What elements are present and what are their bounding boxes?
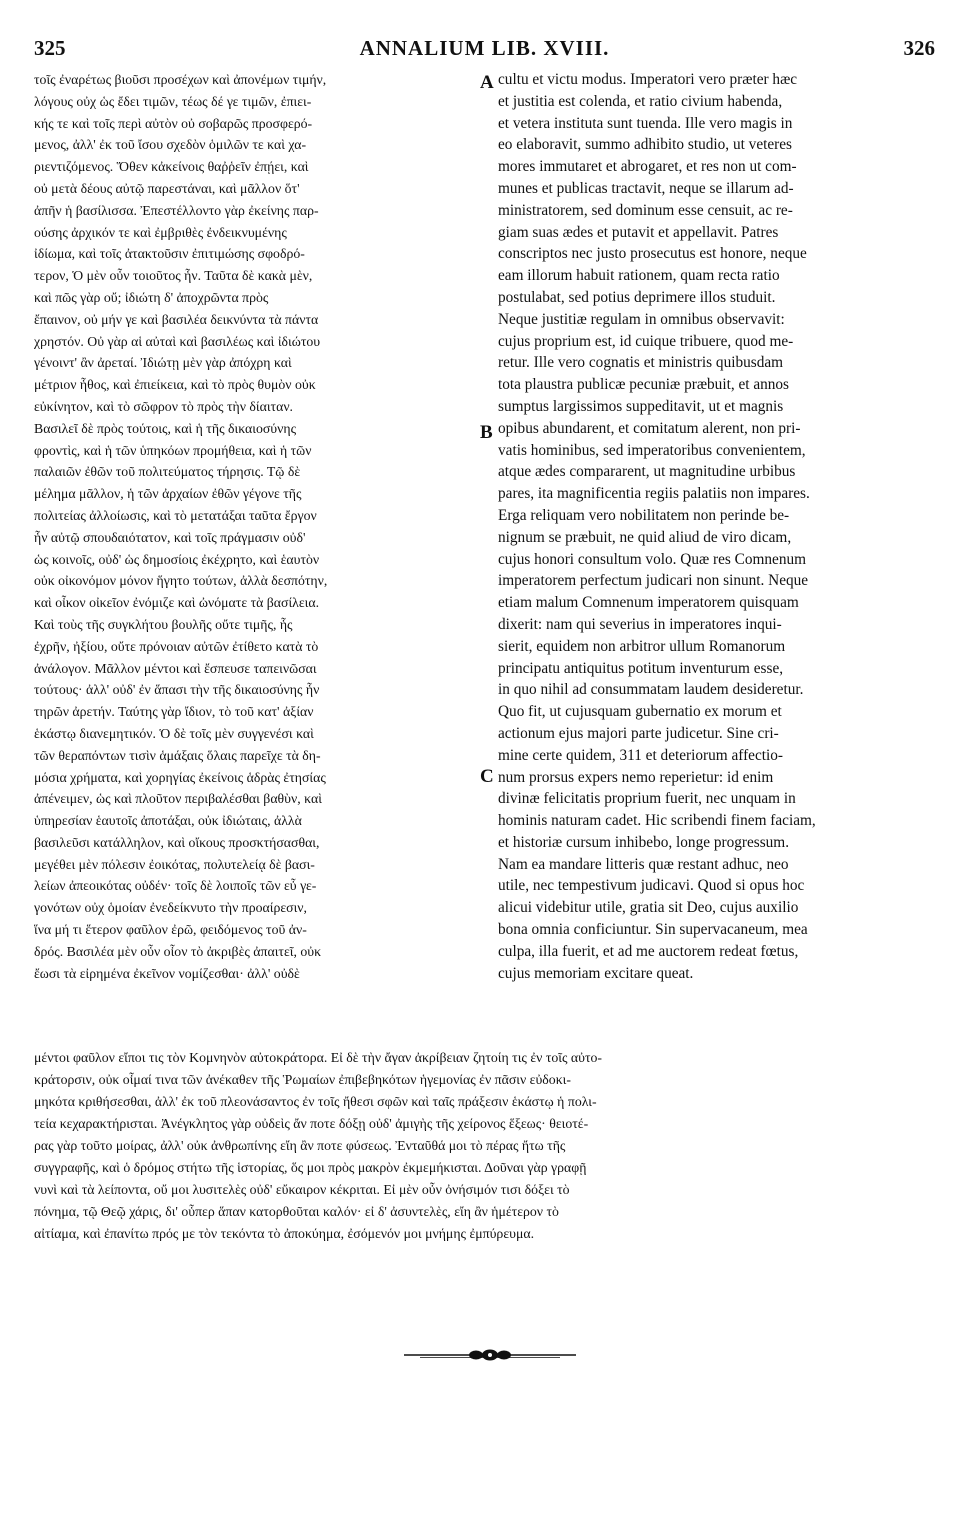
greek-text-line: λόγους οὐχ ὡς ἔδει τιμῶν, τέως δέ γε τιμῶν, ἐπιει- bbox=[34, 93, 312, 109]
running-title: ANNALIUM LIB. XVIII. bbox=[359, 36, 610, 60]
latin-text-line: cujus honori consultum volo. Quæ res Comnenum bbox=[498, 550, 807, 568]
greek-text-line: βασιλεῦσι κατάλληλον, καὶ οἴκους προσκτήσασθαι, bbox=[34, 834, 320, 850]
latin-text-line: munes et publicas tractavit, neque se illarum ad- bbox=[498, 179, 794, 197]
latin-text-line: hominis naturam cadet. Hic scribendi finem faciam, bbox=[498, 812, 816, 830]
latin-text-line: sumptus largissimos suppeditavit, ut et magnis bbox=[498, 397, 784, 415]
latin-text-line: imperatorem perfectum judicari non sinunt. Neque bbox=[498, 572, 809, 590]
latin-text-line: cujus memoriam excitare queat. bbox=[498, 964, 694, 982]
latin-text-line: tota plaustra publicæ pecuniæ præbuit, et annos bbox=[498, 376, 790, 394]
margin-marker-a: A bbox=[480, 72, 494, 93]
latin-text-line: bona omnia conficiuntur. Sin supervacaneum, mea bbox=[498, 921, 808, 939]
latin-text-line: eo elaboravit, summo adhibito studio, ut veteres bbox=[498, 136, 792, 154]
latin-text-line: utile, nec tempestivum judicavi. Quod si opus hoc bbox=[498, 877, 805, 895]
latin-text-line: nignum se præbuit, ne quid aliud de viro dicam, bbox=[498, 528, 792, 546]
latin-text-line: opibus abundarent, et comitatum alerent, non pri- bbox=[498, 419, 801, 437]
greek-text-line: ἰδίωμα, καὶ τοῖς ἀτακτοῦσιν ἐπιτιμώσης σφοδρό- bbox=[34, 246, 305, 262]
latin-text-line: alicui videbitur utile, gratia sit Deo, cujus auxilio bbox=[498, 899, 799, 917]
greek-text-line: ὑπηρεσίαν ἑαυτοῖς ἀποτάξαι, οὐκ ἰδιώταις, ἀλλὰ bbox=[34, 813, 302, 829]
latin-text-line: mores immutaret et abrogaret, et res non ut com- bbox=[498, 158, 797, 176]
greek-text-line: μενος, ἀλλ' ἐκ τοῦ ἴσου σχεδὸν ὁμιλῶν τε καὶ χα- bbox=[34, 137, 307, 153]
greek-text-line: μέτριον ἦθος, καὶ ἐπιείκεια, καὶ τὸ πρὸς θυμὸν οὐκ bbox=[34, 377, 316, 393]
latin-text-line: Quo fit, ut cujusquam gubernatio ex morum et bbox=[498, 703, 782, 721]
latin-text-line: pares, ita magnificentia regiis palatiis non impares. bbox=[498, 485, 810, 503]
latin-text-line: actionum ejus majori parte judicetur. Sine cri- bbox=[498, 724, 779, 742]
latin-text-line: et justitia est colenda, et ratio civium habenda, bbox=[498, 92, 783, 110]
latin-text-line: ministratorem, sed dominum esse censuit, ac re- bbox=[498, 201, 793, 219]
greek-text-line: οὐ μετὰ δέους αὐτῷ παρεστάναι, καὶ μᾶλλον ὅτ' bbox=[34, 180, 300, 196]
greek-text-line: ἵνα μή τι ἕτερον φαῦλον ἐρῶ, φειδόμενος τοῦ ἀν- bbox=[34, 922, 307, 938]
greek-text-line: ὡς κοινοῖς, οὐδ' ὡς δημοσίοις ἐκέχρητο, καὶ ἑαυτὸν bbox=[34, 551, 320, 567]
greek-text-line: λείων ἀπεοικότας οὐδέν· τοῖς δὲ λοιποῖς τῶν εὖ γε- bbox=[34, 878, 317, 894]
latin-text-line: Erga reliquam vero nobilitatem non perinde be- bbox=[498, 506, 790, 524]
greek-text-line: ἐχρῆν, ἠξίου, οὔτε πρόνοιαν αὐτῶν ἐτίθετο κατὰ τὸ bbox=[34, 638, 319, 654]
greek-text-line: καὶ πῶς γὰρ οὔ; ἰδιώτη δ' ἀποχρῶντα πρὸς bbox=[34, 289, 269, 305]
latin-text-line: divinæ felicitatis proprium fuerit, nec unquam in bbox=[498, 790, 796, 808]
greek-text-line: ἀνάλογον. Μᾶλλον μέντοι καὶ ἔσπευσε ταπεινῶσαι bbox=[34, 660, 317, 676]
latin-text-line: mine certe quidem, 311 et deteriorum affectio- bbox=[498, 746, 784, 764]
greek-text-line: Βασιλεῖ δὲ πρὸς τούτοις, καὶ ἡ τῆς δικαιοσύνης bbox=[34, 420, 297, 436]
greek-text-line: μέλημα μᾶλλον, ἡ τῶν ἀρχαίων ἐθῶν γέγονε τῆς bbox=[34, 486, 302, 502]
latin-text-line: Nam ea mandare litteris quæ restant adhuc, neo bbox=[498, 855, 789, 873]
greek-text-line: γονότων οὐχ ὁμοίαν ἐνεδείκνυτο τὴν προαίρεσιν, bbox=[34, 900, 307, 916]
running-header bbox=[34, 36, 935, 64]
greek-text-line: ἀπῆν ἡ βασίλισσα. Ἐπεστέλλοντο γὰρ ἐκείνης παρ- bbox=[34, 202, 319, 218]
greek-text-line: κής τε καὶ τοῖς περὶ αὐτὸν οὐ σοβαρῶς προσφερό- bbox=[34, 115, 313, 131]
latin-text-line: vatis hominibus, sed imperatoribus convenientem, bbox=[498, 441, 806, 459]
greek-text-line: ἑκάστῳ διανεμητικόν. Ὁ δὲ τοῖς μὲν συγγενέσι καὶ bbox=[34, 725, 314, 741]
latin-text-line: dixerit: nam qui severius in imperatores inqui- bbox=[498, 615, 782, 633]
margin-marker-c: C bbox=[480, 766, 494, 787]
latin-text-line: sierit, equidem non arbitror ullum Romanorum bbox=[498, 637, 786, 655]
greek-text-line: τῶν θεραπόντων τισὶν ἁμάξαις ὅλαις παρεῖχε τὰ δη- bbox=[34, 747, 321, 763]
greek-text-line: μεγέθει μὲν πόλεσιν ἐοικότας, πολυτελείᾳ δὲ βασι- bbox=[34, 856, 315, 872]
page-number-right: 326 bbox=[903, 36, 935, 60]
greek-text-line: γένοιντ' ἂν ἀρεταί. Ἰδιώτῃ μὲν γὰρ ἀπόχρη καὶ bbox=[34, 355, 292, 371]
full-width-text-line: αἰτίαμα, καὶ ἐπανίτω πρός με τὸν τεκόντα τὸ ἀποκύημα, ἐσόμενόν μοι μνήμης ἐμπύρευμα. bbox=[34, 1226, 535, 1241]
greek-text-line: πολιτείας ἀλλοίωσις, καὶ τὸ μετατάξαι ταῦτα ἔργον bbox=[34, 507, 317, 523]
greek-text-line: οὐκ οἰκονόμον μόνον ἥγητο τούτων, ἀλλὰ δεσπότην, bbox=[34, 573, 328, 589]
latin-text-line: num prorsus expers nemo reperietur: id enim bbox=[498, 768, 774, 786]
latin-text-line: et vetera instituta sunt tuenda. Ille vero magis in bbox=[498, 114, 793, 132]
full-width-text-line: ρας γὰρ τοῦτο μοίρας, ἀλλ' οὐκ ἀνθρωπίνης εἴη ἂν ποτε φύσεως. Ἐνταῦθά μοι τὸ πέρας ἤτω τῆς bbox=[34, 1138, 566, 1153]
greek-text-line: τοῖς ἐναρέτως βιοῦσι προσέχων καὶ ἀπονέμων τιμήν, bbox=[34, 72, 327, 87]
latin-text-line: principatu antiquitus potitum inventurum esse, bbox=[498, 659, 784, 677]
greek-text-line: τηρῶν ἀρετήν. Ταύτης γὰρ ἴδιον, τὸ τοῦ κατ' ἀξίαν bbox=[34, 704, 314, 720]
greek-text-line: τερον, Ὁ μὲν οὖν τοιοῦτος ἦν. Ταῦτα δὲ κακὰ μὲν, bbox=[34, 268, 313, 284]
latin-text-line: Neque justitiæ regulam in omnibus observavit: bbox=[498, 310, 785, 328]
latin-text-line: et historiæ cursum inhibebo, longe progressum. bbox=[498, 833, 790, 851]
full-width-text-line: μηκότα κριθήσεσθαι, ἀλλ' ἐκ τοῦ πλεονάσαντος ἐν τοῖς ἤθεσι σφῶν καὶ ταῖς πράξεσιν ἑκάστῳ ἡ πολι- bbox=[34, 1094, 597, 1109]
latin-text-line: etiam malum Comnenum imperatorem quisquam bbox=[498, 594, 799, 612]
latin-text-line: cujus proprium est, id cuique tribuere, quod me- bbox=[498, 332, 794, 350]
full-width-text-line: συγγραφῆς, καὶ ὁ δρόμος στήτω τῆς ἱστορίας, ὅς μοι πρὸς μακρὸν ἐκμεμήκισται. Δοῦναι γὰρ γραφῇ bbox=[34, 1160, 587, 1175]
latin-text-line: atque ædes compararent, ut magnitudine urbibus bbox=[498, 463, 796, 481]
latin-text-line: conscriptos nec justo prosecutus est honore, neque bbox=[498, 245, 807, 263]
greek-text-line: ούσης ἀρχικόν τε καὶ ἐμβριθὲς ἐνδεικνυμένης bbox=[34, 224, 287, 240]
full-width-text-line: πόνημα, τῷ Θεῷ χάρις, δι' οὗπερ ἅπαν κατορθοῦται καλόν· εἰ δ' ἀσυντελὲς, εἴη ἂν ἡμέτερον τὸ bbox=[34, 1204, 559, 1219]
full-width-text-line: κράτορσιν, οὐκ οἶμαί τινα τῶν ἀνέκαθεν τῆς Ῥωμαίων ἐπιβεβηκότων ἡγεμονίας ἐν πᾶσιν εὐδοκι- bbox=[34, 1072, 571, 1087]
greek-text-line: ἔπαινον, οὐ μήν γε καὶ βασιλέα δεικνύντα τὰ πάντα bbox=[34, 311, 319, 327]
end-ornament bbox=[400, 1345, 580, 1365]
greek-text-line: ριεντιζόμενος. Ὅθεν κἀκείνοις θαῤῥεῖν ἐπῄει, καὶ bbox=[34, 159, 309, 175]
greek-column bbox=[34, 69, 482, 984]
greek-text-line: ἔωσι τὰ εἰρημένα ἐκεῖνον νομίζεσθαι· ἀλλ' οὐδὲ bbox=[34, 965, 300, 981]
greek-text-line: δρός. Βασιλέα μὲν οὖν οἷον τὸ ἀκριβὲς ἀπαιτεῖ, οὐκ bbox=[34, 943, 322, 959]
greek-text-line: εὐκίνητον, καὶ τὸ σῶφρον τὸ πρὸς τὴν δίαιταν. bbox=[34, 398, 294, 414]
latin-text-line: culpa, illa fuerit, et ad me auctorem redeat fœtus, bbox=[498, 942, 799, 960]
latin-text-line: in quo nihil ad consummatam laudem desideretur. bbox=[498, 681, 804, 699]
full-width-text-line: μέντοι φαῦλον εἴποι τις τὸν Κομνηνὸν αὐτοκράτορα. Εἰ δὲ τὴν ἄγαν ἀκρίβειαν ζητοίη τις ἐν τοῖς αὐτο- bbox=[34, 1050, 602, 1065]
greek-text-line: Καὶ τοὺς τῆς συγκλήτου βουλῆς οὔτε τιμῆς, ἧς bbox=[34, 616, 293, 632]
latin-text-line: cultu et victu modus. Imperatori vero præter hæc bbox=[498, 71, 798, 88]
greek-text-line: φροντὶς, καὶ ἡ τῶν ὑπηκόων προμήθεια, καὶ ἡ τῶν bbox=[34, 442, 312, 458]
greek-text-line: ἀπένειμεν, ὡς καὶ πλοῦτον περιβαλέσθαι βαθὺν, καὶ bbox=[34, 791, 322, 807]
greek-text-line: ἦν αὐτῷ σπουδαιότατον, καὶ τοῖς πράγμασιν οὐδ' bbox=[34, 529, 306, 545]
full-width-greek bbox=[34, 1047, 939, 1245]
margin-marker-b: B bbox=[480, 422, 493, 443]
greek-text-line: χρηστόν. Οὐ γὰρ αἱ αὐταὶ καὶ βασιλέως καὶ ἰδιώτου bbox=[34, 333, 321, 349]
full-width-text-line: τεία κεχαρακτήρισται. Ἀνέγκλητος γὰρ οὐδεὶς ἄν ποτε δόξῃ οὐδ' ἀμιγὴς τῆς χείρονος ἕξεως· θειοτέ- bbox=[34, 1116, 589, 1131]
latin-text-line: giam suas ædes et putavit et appellavit. Patres bbox=[498, 223, 779, 241]
latin-text-line: postulabat, sed potius deprimere illos studuit. bbox=[498, 288, 776, 306]
greek-text-line: παλαιῶν ἐθῶν τοῦ πολιτεύματος τήρησις. Τῷ δὲ bbox=[34, 464, 301, 480]
greek-text-line: τούτους· ἀλλ' οὐδ' ἐν ἅπασι τὴν τῆς δικαιοσύνης ἦν bbox=[34, 682, 320, 698]
full-width-text-line: νυνὶ καὶ τὰ λείποντα, οὔ μοι λυσιτελὲς οὐδ' εὔκαιρον κέκριται. Εἰ μὲν οὖν ὀνήσιμόν τισι δόξει τὸ bbox=[34, 1182, 570, 1197]
greek-text-line: μόσια χρήματα, καὶ χορηγίας ἐκείνοις ἁδρὰς ἐτησίας bbox=[34, 769, 326, 785]
page-number-left: 325 bbox=[34, 36, 66, 60]
greek-text-line: καὶ οἶκον οἰκεῖον ἐνόμιζε καὶ ὠνόματε τὰ βασίλεια. bbox=[34, 595, 320, 611]
latin-text-line: retur. Ille vero cognatis et ministris quibusdam bbox=[498, 354, 784, 372]
latin-column bbox=[498, 69, 934, 984]
latin-text-line: eam illorum habuit rationem, quam recta ratio bbox=[498, 267, 780, 285]
